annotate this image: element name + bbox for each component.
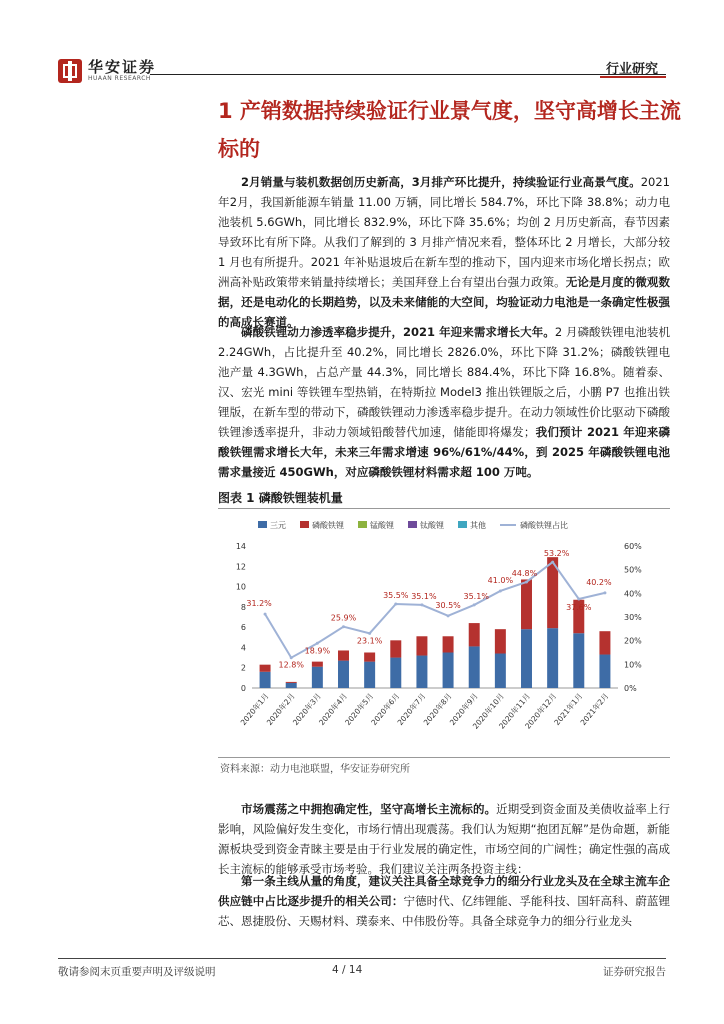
right-tick-label: 40%	[624, 589, 642, 599]
bar-1-13	[599, 631, 610, 654]
page-number: 4 / 14	[332, 964, 363, 976]
bar-1-9	[495, 629, 506, 653]
x-tick-label: 2020年6月	[369, 691, 402, 728]
lfp-share-point-0	[264, 613, 267, 616]
x-tick-label: 2020年5月	[343, 691, 376, 728]
legend-label-0: 三元	[270, 521, 286, 530]
x-tick-label: 2021年1月	[552, 691, 585, 728]
right-tick-label: 50%	[624, 565, 642, 575]
legend-label-3: 钛酸锂	[420, 521, 444, 530]
bar-1-8	[469, 623, 480, 646]
bar-1-4	[364, 653, 375, 662]
bar-0-12	[573, 633, 584, 688]
x-tick-label: 2020年8月	[421, 691, 454, 728]
legend-label-4: 其他	[470, 521, 486, 530]
lfp-share-point-10	[525, 580, 528, 583]
bar-1-7	[443, 636, 454, 652]
data-label-5: 35.5%	[383, 590, 409, 600]
left-tick-label: 6	[240, 623, 246, 633]
footer-report-type: 证券研究报告	[603, 966, 666, 978]
section-heading: 1 产销数据持续验证行业景气度，坚守高增长主流标的	[218, 99, 681, 161]
x-tick-label: 2020年11月	[497, 691, 533, 731]
bar-1-6	[416, 636, 427, 655]
left-tick-label: 0	[240, 684, 246, 693]
legend-label-1: 磷酸铁锂	[312, 521, 344, 530]
p1-lead: 2月销量与装机数据创历史新高，3月排产环比提升，持续验证行业高景气度。	[241, 175, 641, 189]
figure-title: 图表 1 磷酸铁锂装机量	[218, 491, 343, 505]
left-tick-label: 8	[240, 602, 246, 612]
company-logo	[58, 59, 156, 83]
p1-conclusion: 无论是月度的微观数据，还是电动化的长期趋势，以及未来储能的大空间，均验证动力电池是一条确定性极强的高成长赛道。	[218, 275, 671, 329]
bar-0-1	[286, 683, 297, 688]
legend-label-2: 锰酸锂	[370, 521, 394, 530]
bar-1-3	[338, 650, 349, 660]
legend-label-5: 磷酸铁锂占比	[520, 521, 568, 530]
left-tick-label: 10	[235, 582, 246, 592]
right-tick-label: 20%	[624, 636, 642, 646]
left-tick-label: 14	[235, 542, 246, 551]
bar-0-7	[443, 653, 454, 689]
data-label-12: 37.6%	[566, 603, 592, 613]
logo-name: 华安证券	[88, 58, 157, 76]
legend-swatch-3	[408, 521, 417, 528]
data-label-13: 40.2%	[586, 577, 612, 587]
legend-swatch-2	[358, 521, 367, 528]
report-category: 行业研究	[605, 62, 658, 77]
right-tick-label: 60%	[624, 542, 642, 551]
lfp-installation-chart	[218, 510, 670, 760]
bar-0-2	[312, 667, 323, 688]
bar-0-13	[599, 655, 610, 688]
p4-lead: 第一条主线从量的角度，建议关注具备全球竞争力的细分行业龙头及在全球主流车企供应链中占比逐步提升的相关公司：	[218, 874, 670, 908]
lfp-share-point-1	[290, 656, 293, 659]
bar-1-5	[390, 640, 401, 657]
figure-source: 资料来源：动力电池联盟，华安证券研究所	[220, 764, 410, 775]
logo-english: HUAAN RESEARCH	[88, 75, 151, 82]
p1-body: 2021年2月，我国新能源车销量 11.00 万辆，同比增长 584.7%，环比下降 38.8%；动力电池装机 5.6GWh，同比增长 832.9%，环比下降 35.6%；均创 2 月历史新高，春节因素导致环比有所下降。从我们了解到的 3 月排产情况来看，整体环比 2 月增长，大部分较 1 月也有所提升。2021 年补贴退坡后在新车型的推动下，国内迎来市场化增长拐点；欧洲高补贴政策带来销量持续增长；美国拜登上台有望出台强力政策。	[218, 175, 670, 289]
bar-1-2	[312, 662, 323, 667]
lfp-share-point-4	[368, 632, 371, 635]
bar-0-5	[390, 658, 401, 688]
paragraph-investment-line-1	[218, 871, 670, 931]
right-tick-label: 0%	[624, 684, 637, 693]
bar-0-9	[495, 654, 506, 688]
x-tick-label: 2020年10月	[470, 691, 506, 731]
data-label-3: 25.9%	[330, 613, 357, 623]
lfp-share-point-2	[316, 642, 319, 645]
chart-bars	[260, 557, 611, 688]
legend-swatch-1	[300, 521, 309, 528]
data-label-9: 41.0%	[487, 575, 514, 585]
legend-swatch-0	[258, 521, 267, 528]
data-label-10: 44.8%	[511, 568, 538, 578]
x-tick-label: 2020年4月	[317, 691, 350, 728]
bar-1-1	[286, 682, 297, 683]
left-tick-label: 12	[235, 562, 246, 572]
figure-bottom-rule	[218, 757, 670, 758]
lfp-share-point-9	[499, 589, 502, 592]
paragraph-industry-outlook	[218, 172, 670, 332]
footer-divider	[58, 958, 666, 959]
x-tick-label: 2021年2月	[578, 691, 611, 728]
data-label-7: 30.5%	[435, 600, 461, 610]
p3-body: 近期受到资金面及美债收益率上行影响，风险偏好发生变化，市场行情出现震荡。我们认为短期“抱团瓦解”是伪命题，新能源板块受到资金青睐主要是由于行业发展的确定性，市场空间的广阔性；确定性强的高成长主流标的能够承受市场考验。我们建议关注两条投资主线：	[218, 802, 671, 876]
header-accent-divider	[600, 76, 666, 78]
figure-top-rule	[218, 508, 670, 509]
x-tick-label: 2020年9月	[447, 691, 480, 728]
footer-disclaimer: 敬请参阅末页重要声明及评级说明	[58, 966, 216, 978]
data-label-4: 23.1%	[356, 636, 383, 646]
right-tick-label: 30%	[624, 613, 642, 622]
data-label-6: 35.1%	[411, 591, 437, 601]
x-tick-label: 2020年2月	[264, 691, 297, 728]
lfp-share-point-8	[473, 603, 476, 606]
paragraph-market-view	[218, 799, 670, 879]
data-label-1: 12.8%	[278, 660, 304, 670]
right-tick-label: 10%	[624, 660, 642, 670]
p4-body: 宁德时代、亿纬锂能、孚能科技、国轩高科、蔚蓝锂芯、恩捷股份、天赐材料、璞泰来、中伟股份等。具备全球竞争力的细分行业龙头	[218, 894, 671, 928]
p2-body: 2 月磷酸铁锂电池装机 2.24GWh，占比提升至 40.2%，同比增长 2826.0%，环比下降 31.2%；磷酸铁锂电池产量 4.3GWh，占总产量 44.3%，同比增长 884.4%，环比下降 16.8%。随着泰、汉、宏光 mini 等铁锂车型热销，在特斯拉 Model3 推出铁锂版之后，小鹏 P7 也推出铁锂版，在新车型的带动下，磷酸铁锂动力渗透率稳步提升。在动力领域性价比驱动下磷酸铁锂渗透率提升，非动力领域铅酸替代加速，储能即将爆发；	[218, 325, 670, 439]
p3-lead: 市场震荡之中拥抱确定性，坚守高增长主流标的。	[241, 802, 497, 816]
chart-legend	[258, 520, 568, 530]
p2-lead: 磷酸铁锂动力渗透率稳步提升，2021 年迎来需求增长大年。	[241, 325, 555, 339]
bar-0-4	[364, 662, 375, 688]
p2-conclusion: 我们预计 2021 年迎来磷酸铁锂需求增长大年，未来三年需求增速 96%/61%/44%，到 2025 年磷酸铁锂电池需求量接近 450GWh，对应磷酸铁锂材料需求超 100 万吨。	[218, 425, 671, 479]
bar-0-0	[260, 672, 271, 688]
paragraph-lfp-penetration	[218, 322, 670, 482]
lfp-share-point-3	[342, 625, 345, 628]
left-tick-label: 4	[240, 643, 246, 653]
data-label-8: 35.1%	[463, 591, 489, 601]
left-tick-label: 2	[240, 663, 246, 673]
bar-0-11	[547, 628, 558, 688]
bar-0-6	[416, 656, 427, 688]
lfp-share-point-6	[420, 603, 423, 606]
x-tick-label: 2020年7月	[395, 691, 428, 728]
data-label-11: 53.2%	[543, 549, 570, 559]
legend-swatch-4	[458, 521, 467, 528]
bar-0-8	[469, 646, 480, 688]
data-label-0: 31.2%	[246, 599, 272, 609]
x-tick-label: 2020年1月	[238, 691, 271, 728]
bar-1-10	[521, 579, 532, 629]
header-divider	[150, 74, 666, 75]
x-tick-label: 2020年3月	[291, 691, 323, 728]
logo-seal-icon	[58, 59, 82, 83]
bar-1-0	[260, 665, 271, 672]
bar-0-10	[521, 629, 532, 688]
lfp-share-point-5	[394, 602, 397, 605]
lfp-share-point-7	[447, 614, 450, 617]
bar-0-3	[338, 661, 349, 688]
x-tick-label: 2020年12月	[523, 691, 559, 731]
lfp-share-point-12	[577, 598, 580, 601]
lfp-share-point-13	[603, 591, 606, 594]
data-label-2: 18.9%	[304, 646, 331, 656]
lfp-share-point-11	[551, 561, 554, 564]
